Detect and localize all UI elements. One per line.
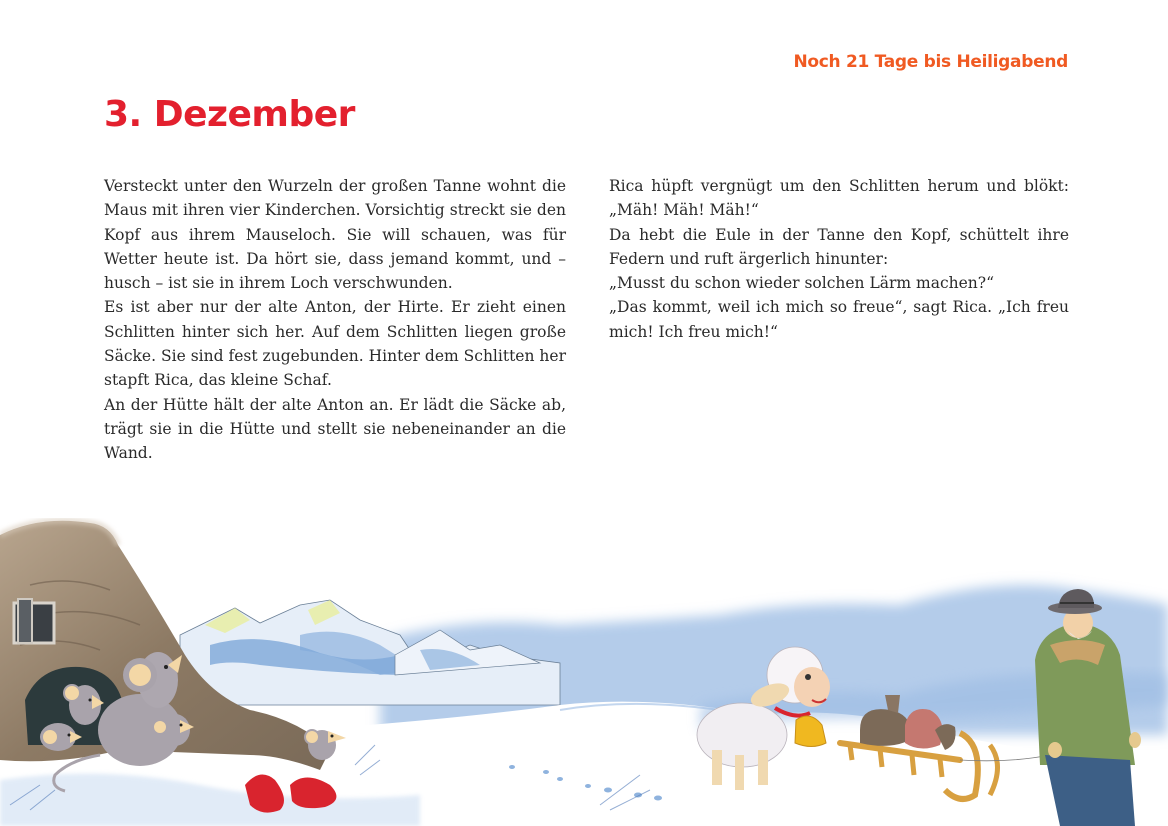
story-paragraph: Es ist aber nur der alte Anton, der Hirte. Er zieht einen Schlitten hinter sich her. Auf dem Schlitten liegen große Säcke. Sie sind fest zugebunden. Hinter dem Schlitten her stapft Rica, das kleine Schaf.: [104, 298, 566, 390]
window-icon: [14, 599, 54, 643]
story-paragraph: Rica hüpft vergnügt um den Schlitten herum und blökt: „Mäh! Mäh! Mäh!“: [609, 177, 1069, 220]
winter-scene-illustration: [0, 505, 1168, 826]
countdown-label: Noch 21 Tage bis Heiligabend: [793, 52, 1068, 72]
story-paragraph: „Das kommt, weil ich mich so freue“, sagt Rica. „Ich freu mich! Ich freu mich!“: [609, 298, 1069, 341]
story-column-left: [104, 174, 566, 466]
story-paragraph: Da hebt die Eule in der Tanne den Kopf, schüttelt ihre Federn und ruft ärgerlich hinunter:: [609, 225, 1069, 268]
story-paragraph: Versteckt unter den Wurzeln der großen Tanne wohnt die Maus mit ihren vier Kinderchen. Vorsichtig streckt sie den Kopf aus ihrem Mauseloch. Sie will schauen, was für Wetter heute ist. Da hört sie, dass jemand kommt, und – husch – ist sie in ihrem Loch verschwunden.: [104, 177, 566, 293]
story-paragraph: „Musst du schon wieder solchen Lärm machen?“: [609, 274, 995, 293]
mountains-icon: [180, 600, 560, 705]
page-title: 3. Dezember: [104, 94, 355, 135]
story-paragraph: An der Hütte hält der alte Anton an. Er lädt die Säcke ab, trägt sie in die Hütte und stellt sie nebeneinander an die Wand.: [104, 395, 566, 463]
story-column-right: [609, 174, 1069, 344]
